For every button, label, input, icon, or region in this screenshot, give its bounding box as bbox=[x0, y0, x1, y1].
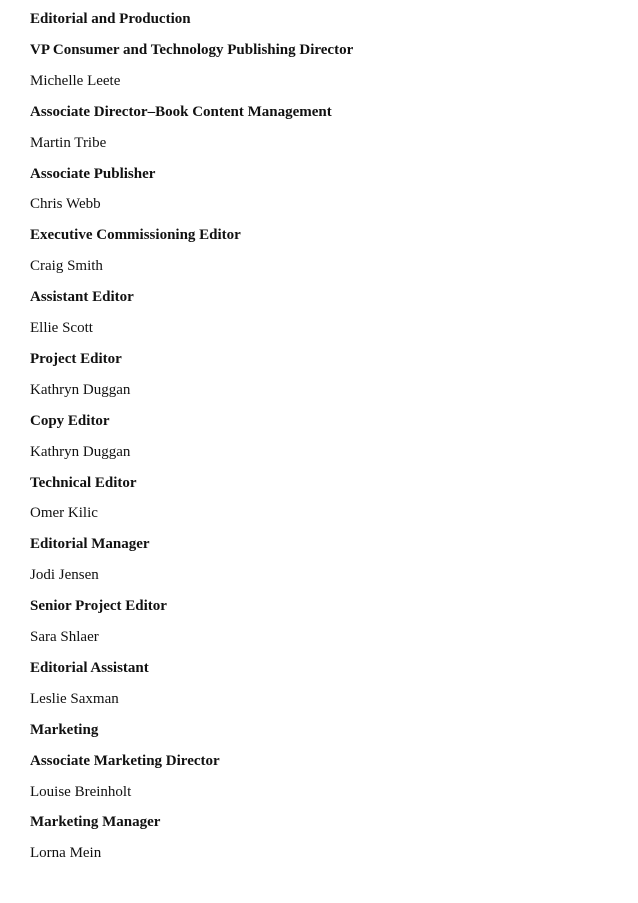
credit-heading: Project Editor bbox=[30, 350, 122, 367]
credit-name: Kathryn Duggan bbox=[30, 443, 131, 460]
credit-name: Sara Shlaer bbox=[30, 629, 99, 645]
credit-heading: Copy Editor bbox=[30, 412, 110, 429]
credit-heading: VP Consumer and Technology Publishing Director bbox=[30, 41, 354, 58]
credit-name: Ellie Scott bbox=[30, 320, 93, 336]
credit-heading: Associate Publisher bbox=[30, 165, 156, 182]
credit-name: Louise Breinholt bbox=[30, 783, 132, 800]
credit-name: Kathryn Duggan bbox=[30, 381, 131, 398]
credit-heading: Marketing bbox=[30, 721, 99, 738]
credit-name: Chris Webb bbox=[30, 196, 101, 213]
credit-name: Jodi Jensen bbox=[30, 567, 99, 584]
credit-heading: Associate Director–Book Content Management bbox=[30, 103, 332, 120]
credit-name: Lorna Mein bbox=[30, 845, 102, 862]
credit-name: Craig Smith bbox=[30, 258, 103, 275]
credit-heading: Executive Commissioning Editor bbox=[30, 227, 241, 244]
credit-heading: Editorial Assistant bbox=[30, 659, 149, 676]
credit-heading: Editorial and Production bbox=[30, 11, 191, 27]
credit-heading: Technical Editor bbox=[30, 474, 137, 491]
credit-heading: Associate Marketing Director bbox=[30, 752, 220, 769]
credit-name: Martin Tribe bbox=[30, 134, 107, 151]
credit-heading: Editorial Manager bbox=[30, 536, 150, 553]
credit-heading: Senior Project Editor bbox=[30, 598, 167, 615]
credit-heading: Assistant Editor bbox=[30, 289, 134, 306]
credit-name: Omer Kilic bbox=[30, 505, 98, 522]
credit-name: Leslie Saxman bbox=[30, 690, 119, 707]
credit-heading: Marketing Manager bbox=[30, 814, 161, 831]
credit-name: Michelle Leete bbox=[30, 72, 121, 89]
